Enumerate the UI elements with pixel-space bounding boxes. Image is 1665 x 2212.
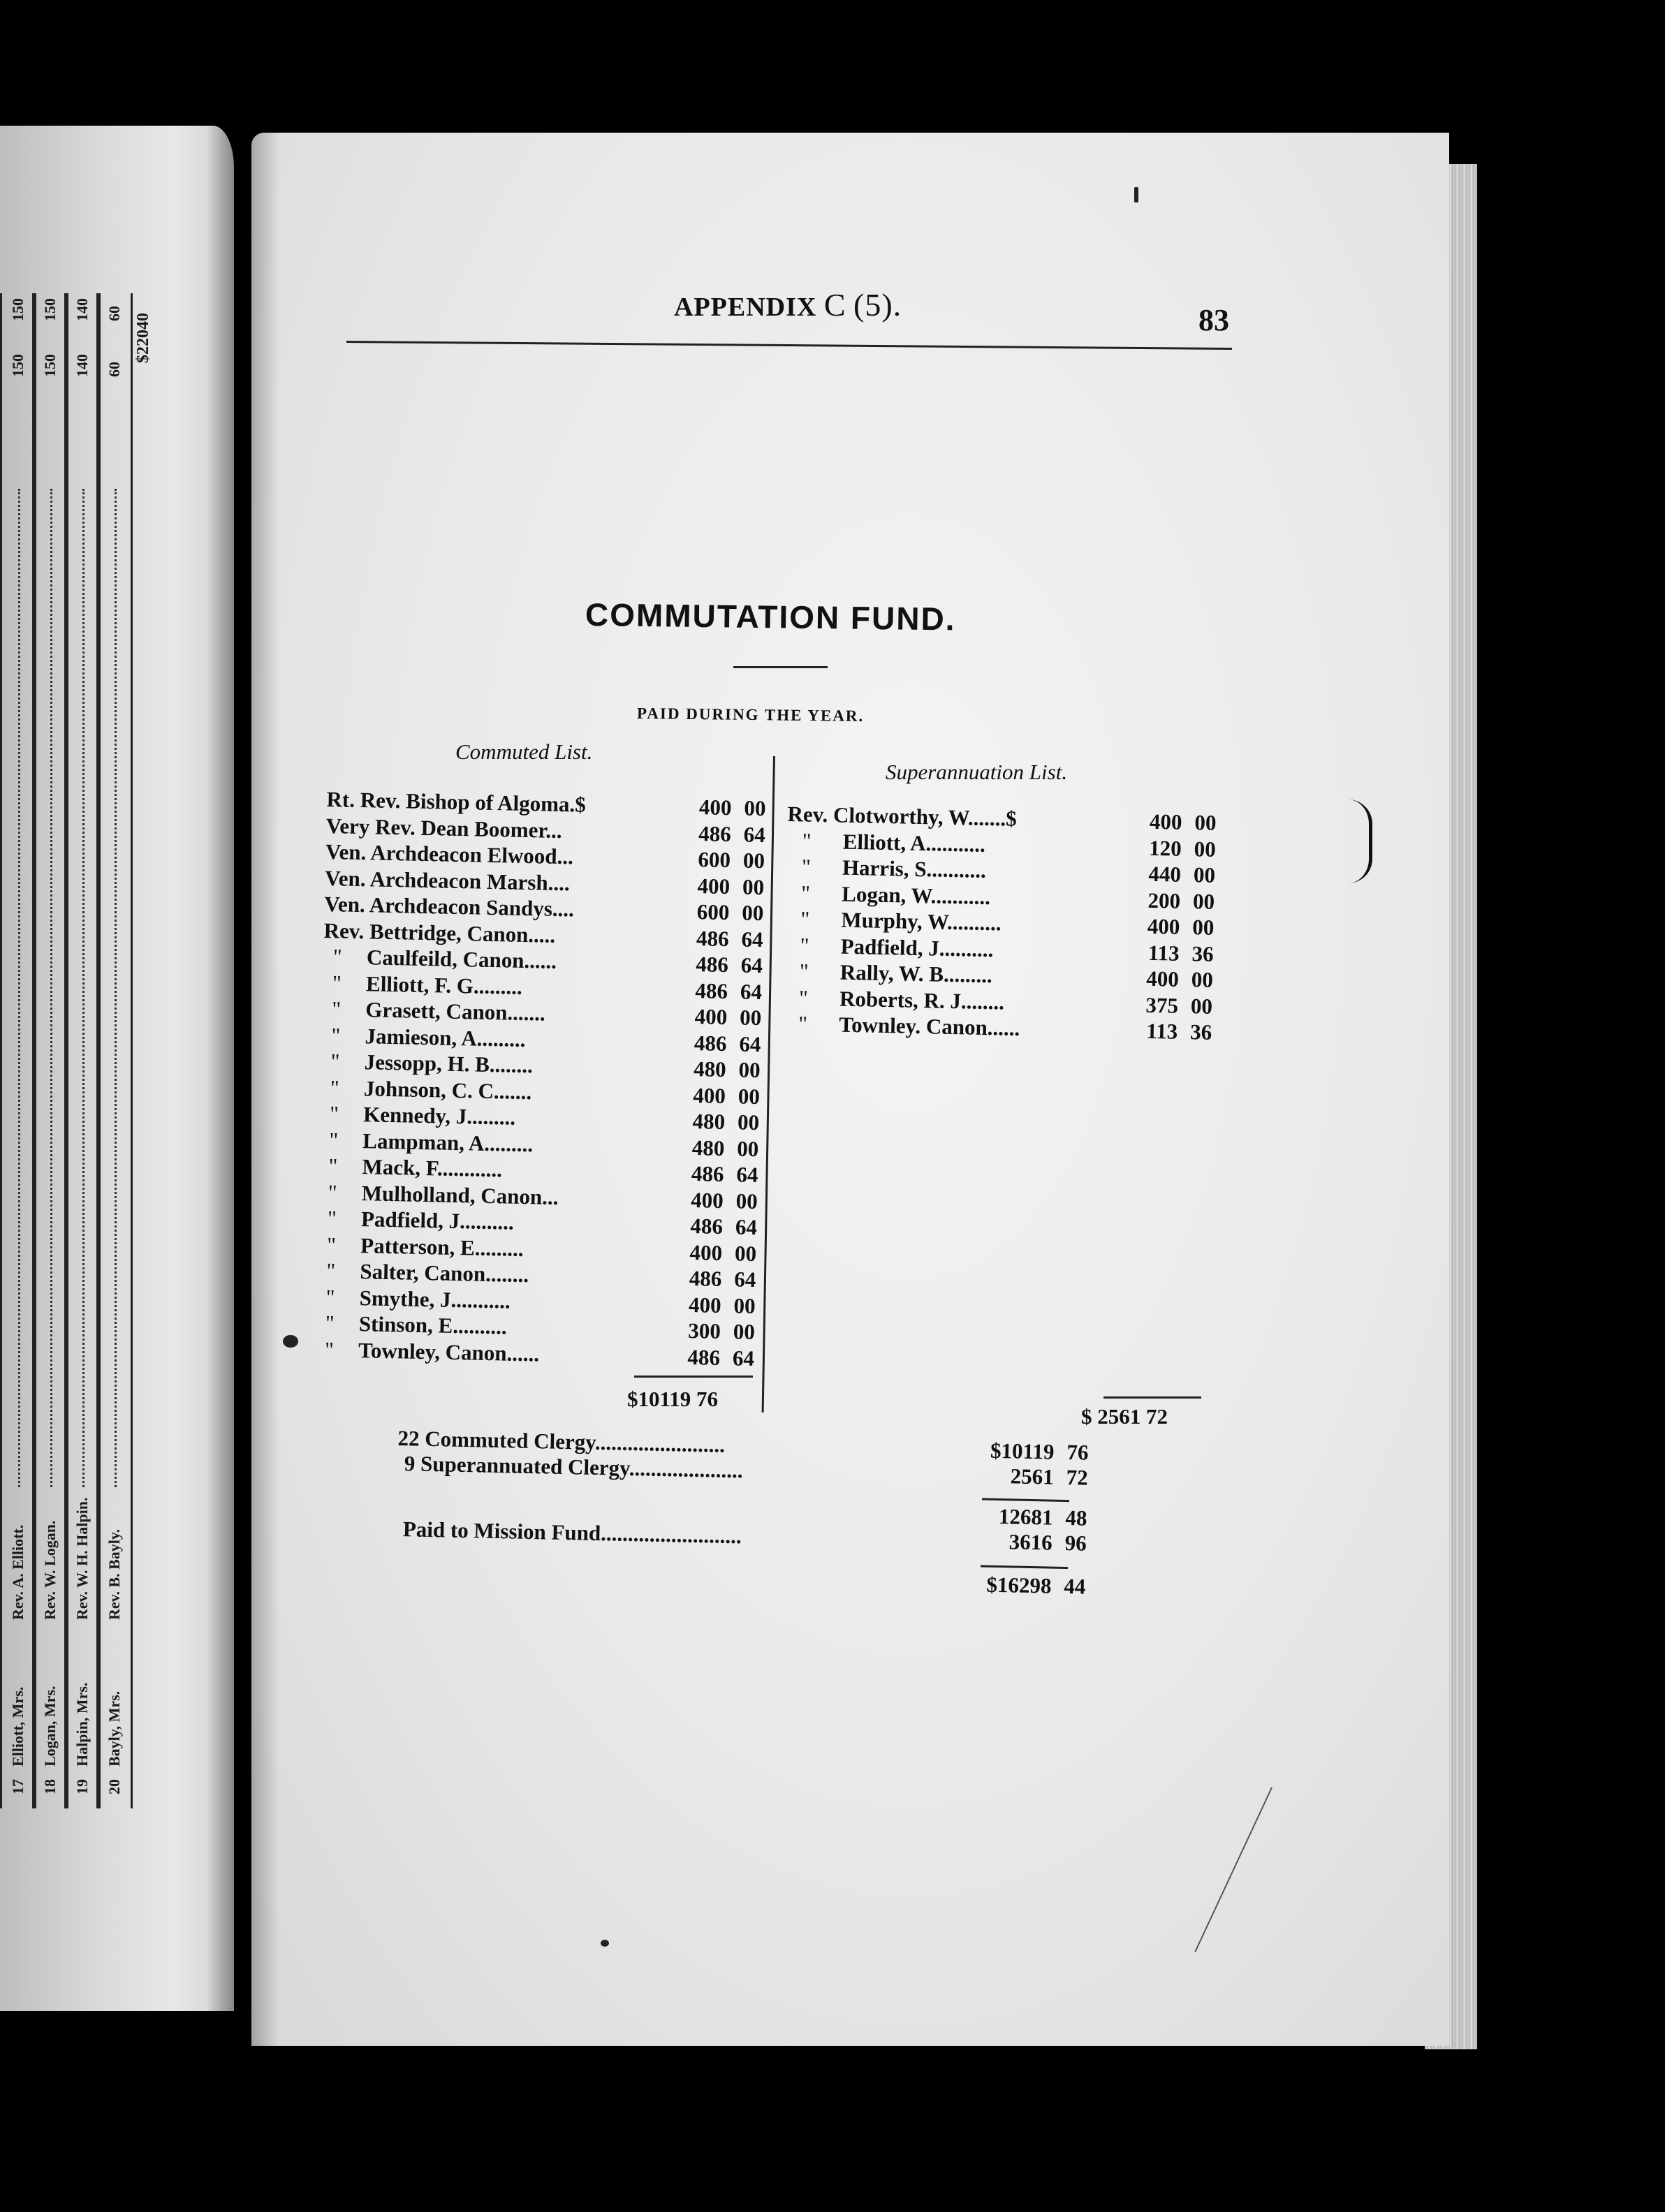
amount-cents: 00	[1192, 888, 1215, 914]
row-number: 18	[41, 1779, 59, 1794]
amount-cents: 00	[1190, 993, 1213, 1019]
amount-cents: 36	[1191, 941, 1214, 966]
table-row	[32, 293, 68, 1808]
amount-cents: 36	[1189, 1019, 1212, 1045]
page-number: 83	[1198, 303, 1229, 337]
ditto-mark: "	[330, 1049, 340, 1074]
section-subheading: PAID DURING THE YEAR.	[636, 705, 865, 725]
amount-cents: 00	[1191, 967, 1214, 992]
ink-speck	[283, 1335, 298, 1348]
clergy-name: Mulholland, Canon...	[361, 1180, 559, 1209]
row-reverend: Rev. B. Bayly.	[105, 1528, 123, 1620]
amount-cents: 00	[1194, 836, 1217, 862]
clergy-name: Patterson, E.........	[360, 1232, 524, 1261]
row-reverend: Rev. W. Logan.	[41, 1520, 59, 1620]
row-amount: 150	[9, 298, 27, 321]
summary-label: 22 Commuted Clergy........................	[397, 1426, 726, 1457]
clergy-name: Johnson, C. C.......	[363, 1075, 532, 1104]
amount-dollars: 480	[693, 1056, 727, 1082]
clergy-name: Townley, Canon......	[358, 1337, 540, 1366]
amount-dollars: 113	[1147, 940, 1180, 966]
ditto-mark: "	[330, 1075, 340, 1100]
ditto-mark: "	[329, 1127, 339, 1152]
amount-dollars: 200	[1147, 887, 1181, 913]
amount-dollars: 480	[691, 1135, 725, 1160]
summary-dollars: $10119	[990, 1438, 1055, 1464]
superannuation-list-heading: Superannuation List.	[886, 760, 1068, 784]
ink-speck	[601, 1940, 609, 1947]
clergy-name: Townley. Canon......	[838, 1012, 1020, 1041]
row-number: 19	[73, 1779, 91, 1794]
running-head-letter: C	[823, 287, 846, 323]
clergy-name: Padfield, J..........	[840, 934, 994, 961]
ditto-mark: "	[800, 932, 809, 958]
amount-cents: 00	[736, 1135, 759, 1161]
row-name: Elliott, Mrs.	[9, 1686, 27, 1767]
amount-cents: 00	[744, 795, 766, 821]
ditto-mark: "	[799, 959, 809, 984]
clergy-name: Jessopp, H. B........	[364, 1049, 534, 1078]
previous-page-strip	[0, 126, 234, 2011]
title-rule	[733, 666, 828, 668]
ditto-mark: "	[331, 996, 342, 1022]
previous-page-total: $22040	[134, 313, 152, 363]
clergy-name: Ven. Archdeacon Elwood...	[325, 839, 574, 869]
amount-dollars: 486	[694, 1030, 727, 1056]
row-number: 20	[105, 1779, 123, 1794]
table-row	[64, 293, 101, 1808]
clergy-name: Roberts, R. J........	[839, 986, 1005, 1015]
ditto-mark: "	[325, 1284, 335, 1309]
running-head-suffix: (5).	[853, 287, 902, 323]
page-title: COMMUTATION FUND.	[585, 596, 956, 637]
clergy-name: Jamieson, A.........	[365, 1023, 526, 1052]
ditto-mark: "	[332, 944, 342, 969]
row-name: Bayly, Mrs.	[105, 1690, 123, 1767]
row-name: Halpin, Mrs.	[73, 1682, 91, 1767]
amount-dollars: 120	[1148, 835, 1182, 861]
clergy-name: Lampman, A.........	[362, 1128, 534, 1156]
amount-cents: 00	[742, 848, 765, 873]
running-head-prefix: APPENDIX	[674, 293, 817, 322]
ditto-mark: "	[802, 827, 812, 853]
amount-cents: 64	[740, 952, 763, 978]
mission-fund-cents: 96	[1064, 1531, 1087, 1556]
mission-fund-dollars: 3616	[1008, 1529, 1053, 1555]
amount-dollars: 486	[689, 1266, 722, 1291]
amount-cents: 00	[734, 1240, 757, 1266]
amount-cents: 64	[736, 1162, 758, 1188]
summary-dollars: 2561	[1010, 1463, 1055, 1489]
amount-dollars: 440	[1148, 861, 1182, 887]
book-gutter-shadow	[206, 126, 234, 2011]
row-amount: 140	[73, 298, 91, 321]
amount-cents: 64	[740, 978, 763, 1004]
clergy-name: Smythe, J...........	[359, 1285, 511, 1313]
amount-dollars: 600	[698, 847, 731, 873]
subtotal-dollars: 12681	[998, 1504, 1053, 1530]
clergy-name: Caulfeild, Canon......	[366, 945, 557, 973]
row-amount: 60	[105, 362, 123, 377]
amount-cents: 00	[1194, 810, 1217, 835]
clergy-name: Harris, S...........	[842, 855, 987, 883]
subtotal-rule	[982, 1498, 1069, 1503]
subtotal-cents: 48	[1065, 1505, 1087, 1531]
clergy-name: Salter, Canon........	[360, 1259, 529, 1288]
clergy-name: Rev. Clotworthy, W.......$	[787, 802, 1018, 831]
amount-dollars: 486	[695, 978, 728, 1003]
amount-dollars: 480	[692, 1109, 726, 1135]
amount-dollars: 400	[1147, 913, 1180, 939]
grand-total-dollars: $16298	[986, 1572, 1052, 1598]
superannuation-total: $ 2561 72	[1081, 1404, 1168, 1429]
superannuation-list	[783, 802, 1235, 1047]
amount-cents: 00	[1193, 862, 1216, 887]
commuted-list	[315, 787, 774, 1372]
row-amount: 150	[9, 354, 27, 377]
clergy-name: Rt. Rev. Bishop of Algoma.$	[326, 787, 587, 817]
amount-dollars: 400	[690, 1187, 724, 1213]
row-amount: 140	[73, 354, 91, 377]
ditto-mark: "	[801, 854, 812, 879]
ditto-mark: "	[324, 1336, 335, 1362]
row-number: 17	[9, 1779, 27, 1794]
amount-cents: 64	[735, 1214, 758, 1240]
summary-cents: 72	[1066, 1465, 1089, 1490]
clergy-name: Mack, F............	[362, 1154, 503, 1182]
amount-dollars: 486	[691, 1161, 724, 1187]
clergy-name: Rev. Bettridge, Canon.....	[323, 917, 556, 948]
amount-dollars: 486	[690, 1214, 724, 1239]
ditto-mark: "	[325, 1311, 335, 1336]
fund-summary	[395, 1426, 1124, 1600]
clergy-name: Ven. Archdeacon Marsh....	[324, 865, 571, 895]
ditto-mark: "	[328, 1153, 338, 1179]
amount-cents: 64	[739, 1031, 761, 1056]
ditto-mark: "	[329, 1101, 339, 1126]
amount-cents: 00	[741, 900, 764, 926]
ditto-mark: "	[328, 1179, 337, 1204]
grand-total-cents: 44	[1064, 1574, 1086, 1599]
ink-speck	[1134, 187, 1138, 202]
amount-cents: 00	[733, 1319, 756, 1345]
amount-cents: 64	[732, 1345, 755, 1371]
row-reverend: Rev. A. Elliott.	[9, 1524, 27, 1620]
clergy-name: Rally, W. B.........	[839, 959, 993, 988]
ditto-mark: "	[798, 985, 809, 1010]
amount-cents: 00	[733, 1292, 756, 1318]
clergy-name: Padfield, J..........	[360, 1207, 515, 1234]
amount-dollars: 400	[688, 1292, 721, 1318]
running-head	[674, 286, 902, 323]
amount-dollars: 400	[1145, 966, 1180, 991]
clergy-name: Kennedy, J.........	[362, 1102, 516, 1130]
amount-dollars: 400	[694, 1004, 728, 1030]
commuted-total-rule	[634, 1376, 753, 1378]
margin-bracket-mark	[1348, 799, 1372, 883]
amount-dollars: 400	[689, 1239, 723, 1265]
table-row	[0, 293, 36, 1808]
summary-cents: 76	[1066, 1440, 1089, 1465]
ditto-mark: "	[798, 1011, 808, 1036]
ditto-mark: "	[327, 1206, 337, 1231]
amount-dollars: 486	[696, 925, 729, 951]
row-name: Logan, Mrs.	[41, 1686, 59, 1767]
amount-cents: 00	[737, 1109, 760, 1135]
amount-cents: 00	[742, 873, 765, 899]
table-row	[96, 293, 133, 1808]
amount-dollars: 600	[696, 899, 730, 925]
clergy-name: Very Rev. Dean Boomer...	[325, 813, 562, 843]
page-gutter-shadow	[251, 133, 279, 2046]
clergy-name: Elliott, F. G.........	[365, 971, 523, 999]
amount-cents: 00	[738, 1083, 761, 1109]
amount-cents: 00	[1191, 915, 1215, 940]
mission-fund-label: Paid to Mission Fund..........................	[402, 1517, 742, 1549]
grand-total-rule	[981, 1565, 1068, 1570]
ditto-mark: "	[331, 1022, 341, 1047]
amount-cents: 00	[735, 1188, 758, 1214]
amount-dollars: 400	[693, 1082, 726, 1108]
commuted-list-heading: Commuted List.	[455, 739, 593, 764]
amount-dollars: 486	[687, 1344, 721, 1370]
row-reverend: Rev. W. H. Halpin.	[73, 1497, 91, 1620]
amount-dollars: 375	[1145, 992, 1179, 1018]
row-amount: 150	[41, 298, 59, 321]
superannuation-total-rule	[1103, 1396, 1201, 1399]
row-amount: 150	[41, 354, 59, 377]
amount-dollars: 486	[698, 820, 732, 846]
amount-cents: 64	[741, 926, 763, 952]
summary-label: 9 Superannuated Clergy.....................	[404, 1451, 743, 1483]
ditto-mark: "	[326, 1232, 337, 1257]
clergy-name: Elliott, A...........	[842, 829, 986, 857]
clergy-name: Ven. Archdeacon Sandys....	[324, 891, 575, 922]
amount-cents: 00	[738, 1057, 761, 1083]
amount-cents: 00	[739, 1005, 762, 1031]
amount-dollars: 400	[698, 795, 732, 820]
clergy-name: Murphy, W..........	[841, 907, 1002, 936]
ditto-mark: "	[326, 1258, 336, 1283]
amount-dollars: 300	[687, 1318, 721, 1343]
amount-cents: 64	[743, 822, 766, 847]
amount-dollars: 400	[1149, 809, 1182, 834]
clergy-name: Logan, W...........	[841, 881, 991, 909]
commuted-total: $10119 76	[627, 1387, 719, 1411]
clergy-name: Grasett, Canon.......	[365, 997, 546, 1026]
ditto-mark: "	[800, 880, 811, 906]
amount-dollars: 400	[697, 873, 731, 899]
row-amount: 60	[105, 306, 123, 321]
amount-dollars: 113	[1146, 1018, 1178, 1044]
clergy-name: Stinson, E..........	[358, 1311, 508, 1339]
ditto-mark: "	[332, 970, 342, 995]
previous-page-table	[0, 293, 133, 1808]
amount-cents: 64	[733, 1267, 756, 1292]
ditto-mark: "	[800, 906, 810, 931]
amount-dollars: 486	[695, 952, 729, 978]
